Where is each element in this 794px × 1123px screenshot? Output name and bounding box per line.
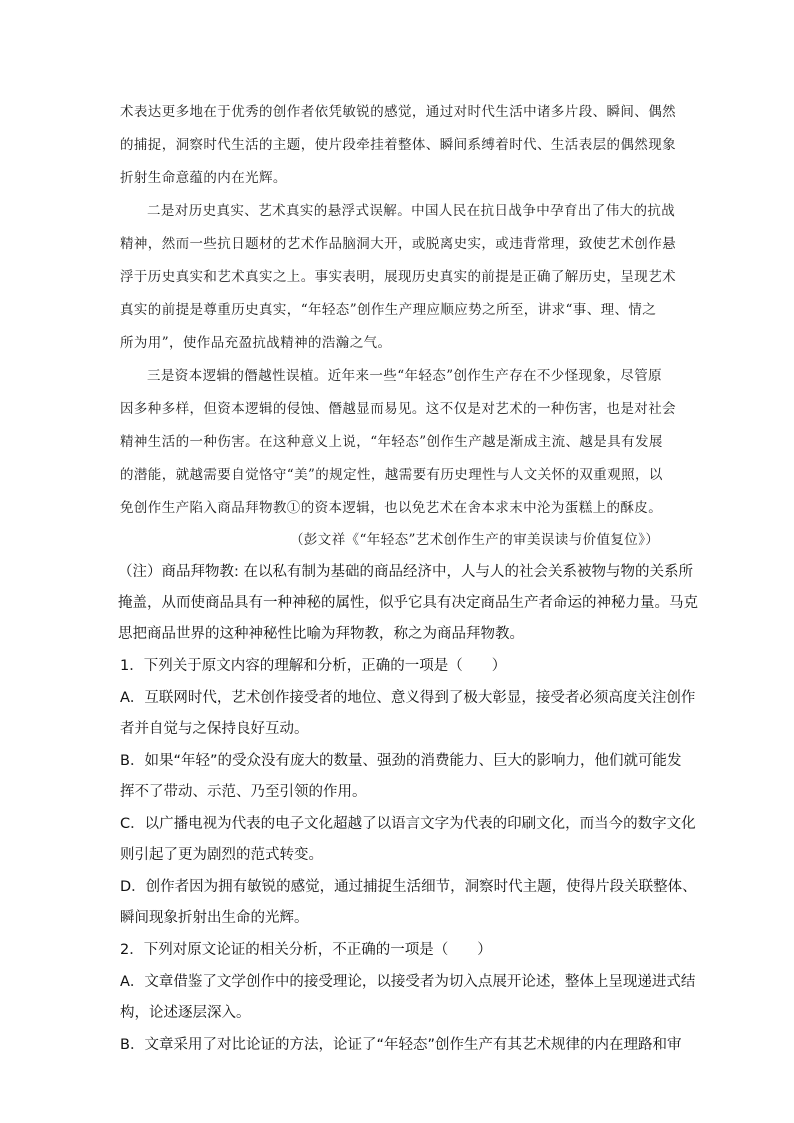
option-line: 者并自觉与之保持良好互动。: [120, 721, 309, 737]
option-line: 构，论述逐层深入。: [120, 1005, 251, 1021]
option-line: B．如果“年轻”的受众没有庞大的数量、强劲的消费能力、巨大的影响力，他们就可能发: [120, 753, 682, 769]
question-stem: 1．下列关于原文内容的理解和分析，正确的一项是（ ）: [120, 658, 507, 674]
article-line: 折射生命意蕴的内在光辉。: [120, 170, 287, 186]
article-line: 精神生活的一种伤害。在这种意义上说，“年轻态”创作生产越是渐成主流、越是具有发展: [120, 434, 663, 450]
article-citation: （彭文祥《“年轻态”艺术创作生产的审美误读与价值复位》）: [290, 532, 660, 548]
footnote-line: （注）商品拜物教: 在以私有制为基础的商品经济中，人与人的社会关系被物与物的关系所: [118, 564, 693, 580]
question-stem: 2．下列对原文论证的相关分析，不正确的一项是（ ）: [120, 942, 492, 958]
option-line: D．创作者因为拥有敏锐的感觉，通过捕捉生活细节，洞察时代主题，使得片段关联整体、: [120, 879, 697, 895]
footnote-line: 掩盖，从而使商品具有一种神秘的属性，似乎它具有决定商品生产者命运的神秘力量。马克: [118, 595, 698, 611]
article-line: 精神，然而一些抗日题材的艺术作品脑洞大开，或脱离史实，或违背常理，致使艺术创作悬: [120, 236, 676, 252]
option-line: A．文章借鉴了文学创作中的接受理论，以接受者为切入点展开论述，整体上呈现递进式结: [120, 974, 696, 990]
option-line: 瞬间现象折射出生命的光辉。: [120, 910, 309, 926]
option-line: C．以广播电视为代表的电子文化超越了以语言文字为代表的印刷文化，而当今的数字文化: [120, 816, 696, 832]
article-line: 因多种多样，但资本逻辑的侵蚀、僭越显而易见。这不仅是对艺术的一种伤害，也是对社会: [120, 401, 676, 417]
article-line: 的潜能，就越需要自觉恪守“美”的规定性，越需要有历史理性与人文关怀的双重观照，以: [120, 467, 663, 483]
option-line: 挥不了带动、示范、乃至引领的作用。: [120, 784, 367, 800]
article-line: 二是对历史真实、艺术真实的悬浮式误解。中国人民在抗日战争中孕育出了伟大的抗战: [147, 203, 676, 219]
article-line: 真实的前提是尊重历史真实，“年轻态”创作生产理应顺应势之所至，讲求“事、理、情之: [120, 302, 657, 318]
footnote-line: 思把商品世界的这种神秘性比喻为拜物教，称之为商品拜物教。: [118, 626, 524, 642]
article-line: 三是资本逻辑的僭越性误植。近年来一些“年轻态”创作生产存在不少怪现象，尽管原: [147, 368, 663, 384]
article-line: 术表达更多地在于优秀的创作者依凭敏锐的感觉，通过对时代生活中诸多片段、瞬间、偶然: [120, 104, 676, 120]
option-line: A．互联网时代，艺术创作接受者的地位、意义得到了极大彰显，接受者必须高度关注创作: [120, 690, 696, 706]
article-line: 的捕捉，洞察时代生活的主题，使片段牵挂着整体、瞬间系缚着时代、生活表层的偶然现象: [120, 137, 676, 153]
article-line: 浮于历史真实和艺术真实之上。事实表明，展现历史真实的前提是正确了解历史，呈现艺术: [120, 269, 676, 285]
article-line: 免创作生产陷入商品拜物教①的资本逻辑，也以免艺术在舍本求末中沦为蛋糕上的酥皮。: [120, 500, 663, 516]
option-line: B．文章采用了对比论证的方法，论证了“年轻态”创作生产有其艺术规律的内在理路和审: [120, 1037, 682, 1053]
article-line: 所为用”，使作品充盈抗战精神的浩瀚之气。: [120, 335, 392, 351]
option-line: 则引起了更为剧烈的范式转变。: [120, 847, 323, 863]
